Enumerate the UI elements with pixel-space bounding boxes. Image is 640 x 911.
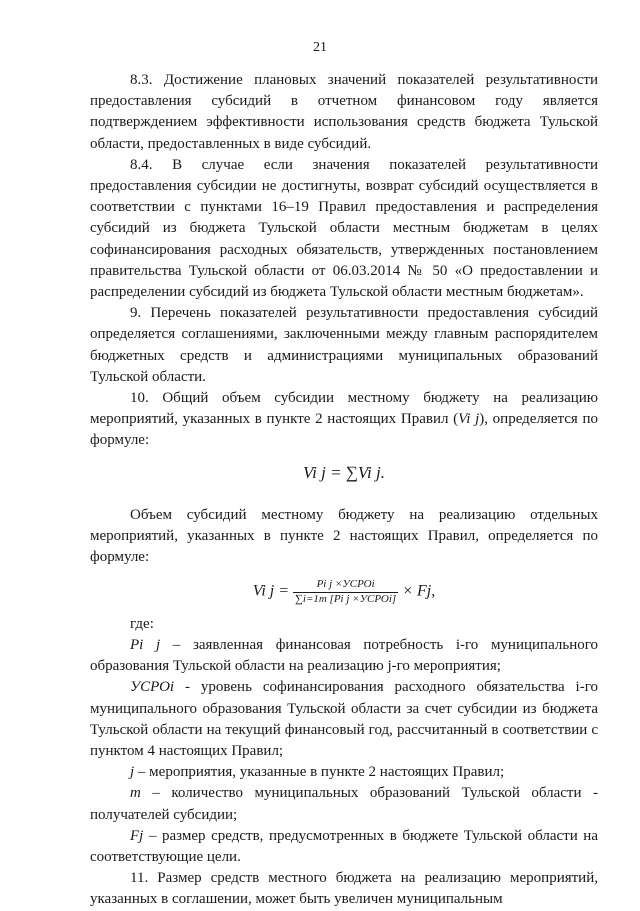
definition-usro-symbol: УСРОi xyxy=(130,679,175,696)
formula-rhs: × Fj, xyxy=(402,582,436,600)
paragraph-10 xyxy=(90,388,598,452)
definition-p-text: – заявленная финансовая потребность i-го муниципального образования Тульской области на реализацию j-го мероприятия; xyxy=(90,637,598,675)
definition-m-symbol: m xyxy=(130,785,141,802)
formula-denominator: ∑i=1m [Pi j ×УСРОi] xyxy=(295,592,397,605)
formula-lhs: Vi j = xyxy=(252,582,290,600)
paragraph-8-4: 8.4. В случае если значения показателей результативности предоставления субсидии не достигнуты, возврат субсидий осуществляется в соответствии с пунктами 16–19 Правил предоставления и распределения субсидий из бюджета Тульской области местным бюджетам в целях софинансирования расходных обязательств, утвержденных постановлением правительства Тульской области от 06.03.2014 № 50 «О предоставлении и распределении субсидий из бюджета Тульской области местным бюджетам». xyxy=(90,156,598,301)
definition-f xyxy=(90,826,598,868)
document-body xyxy=(90,70,598,911)
paragraph-volume: Объем субсидий местному бюджету на реализацию отдельных мероприятий, указанных в пункте 2 настоящих Правил, определяется по формуле: xyxy=(90,506,598,566)
definition-j-text: – мероприятия, указанные в пункте 2 настоящих Правил; xyxy=(137,764,505,781)
formula-numerator: Pi j ×УСРОi xyxy=(293,578,398,592)
formula-total: Vi j = ∑Vi j. xyxy=(303,462,385,482)
paragraph-10-text-b: ), определяется по формуле: xyxy=(90,411,599,449)
definition-p-symbol: Pi j xyxy=(130,637,161,654)
formula-distribution xyxy=(90,578,598,605)
where-label: где: xyxy=(130,615,154,632)
definition-f-symbol: Fj xyxy=(130,827,144,844)
paragraph-10-text-a: 10. Общий объем субсидии местному бюджету на реализацию мероприятий, указанных в пункте 2 настоящих Правил ( xyxy=(90,390,598,428)
formula-fraction xyxy=(293,578,398,605)
paragraph-8-3: 8.3. Достижение плановых значений показателей результативности предоставления субсидий в отчетном финансовом году является подтверждением эффективности использования средств бюджета Тульской области, предоставленных в виде субсидий. xyxy=(90,72,598,152)
paragraph-11: 11. Размер средств местного бюджета на реализацию мероприятий, указанных в соглашении, может быть увеличен муниципальным xyxy=(90,870,598,908)
definition-f-text: – размер средств, предусмотренных в бюджете Тульской области на соответствующие цели. xyxy=(90,827,598,866)
paragraph-9: 9. Перечень показателей результативности предоставления субсидий определяется соглашениями, заключенными между главным распорядителем бюджетных средств и администрациями муниципальных образований Тульской области. xyxy=(90,305,598,385)
definition-p xyxy=(90,635,598,677)
paragraph-10-variable: Vi j xyxy=(458,411,480,428)
definition-usro-text: - уровень софинансирования расходного обязательства i-го муниципального образования Тульской области за счет субсидии из бюджета Тульской области на текущий финансовый год, рассчитанный в соответствии с пунктом 4 настоящих Правил; xyxy=(90,679,598,760)
definition-m xyxy=(90,783,598,825)
definition-m-text: – количество муниципальных образований Тульской области - получателей субсидии; xyxy=(90,785,599,823)
definition-usro xyxy=(90,677,598,762)
page-number: 21 xyxy=(313,40,327,55)
definition-j-symbol: j xyxy=(130,764,135,781)
definition-j xyxy=(90,762,598,783)
